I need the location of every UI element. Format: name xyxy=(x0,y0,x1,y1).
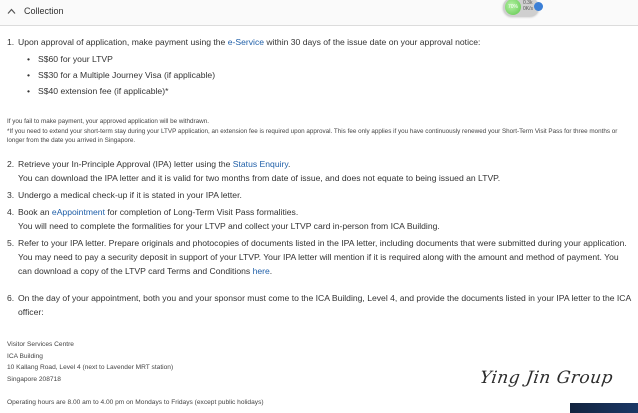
status-enquiry-link[interactable]: Status Enquiry xyxy=(232,159,289,169)
step-4: 4. Book an eAppointment for completion of Long-Term Visit Pass formalities. You will need to complete the formalities for your LTVP and collect your LTVP card in-person from ICA Building. xyxy=(7,207,440,231)
step-6: 6. On the day of your appointment, both you and your sponsor must come to the ICA Building, Level 4, and provide the documents listed in your IPA letter to the ICA officer: xyxy=(7,293,631,317)
extension-fee-note: *If you need to extend your short-term stay during your LTVP application, an extension fee is required upon approval. This fee only applies if you have continuously renewed your Short-Term Visit Pass for three months or longer from the date you arrived in Singapore. xyxy=(7,128,618,144)
network-speed-widget[interactable] xyxy=(503,0,539,16)
widget-dot-icon xyxy=(534,2,543,11)
terms-conditions-link[interactable]: here xyxy=(252,265,270,276)
step-5: 5. Refer to your IPA letter. Prepare originals and photocopies of documents listed in the IPA letter, including documents that were submitted during your application. You may need to pay a security deposit in support of your LTVP. Your IPA letter will mention if it is required along with the amount and method of payment. You can download a copy of the LTVP card Terms and Conditions here. xyxy=(7,238,627,276)
address-line-1: Visitor Services Centre xyxy=(7,341,74,348)
address-line-4: Singapore 208718 xyxy=(7,375,61,383)
eappointment-link[interactable]: eAppointment xyxy=(51,207,105,217)
section-title: Collection xyxy=(24,6,64,16)
corner-banner xyxy=(570,403,638,413)
address-line-2: ICA Building xyxy=(7,352,43,360)
e-service-link[interactable]: e-Service xyxy=(227,37,265,47)
step-1: 1. Upon approval of application, make payment using the e-Service within 30 days of the issue date on your approval notice: xyxy=(7,37,481,47)
fee-bullet-ltvp: • S$60 for your LTVP xyxy=(27,54,113,64)
speed-readout: 0.3k 0K/s xyxy=(523,0,534,12)
operating-hours: Operating hours are 8.00 am to 4.00 pm on Mondays to Fridays (except public holidays) xyxy=(7,399,264,406)
step-2: 2. Retrieve your In-Principle Approval (IPA) letter using the Status Enquiry. You can download the IPA letter and it is valid for two months from date of issue, and does not equate to being issued an LTVP. xyxy=(7,159,501,183)
watermark-logo: Ying Jin Group xyxy=(478,368,615,388)
address-block xyxy=(7,339,173,385)
payment-note: If you fail to make payment, your approved application will be withdrawn. xyxy=(7,118,209,125)
usage-badge: 70% xyxy=(505,0,521,15)
fee-bullet-visa: • S$30 for a Multiple Journey Visa (if applicable) xyxy=(27,70,215,80)
fee-bullet-extension: • S$40 extension fee (if applicable)* xyxy=(27,86,168,96)
chevron-up-icon[interactable] xyxy=(6,6,17,17)
address-line-3: 10 Kallang Road, Level 4 (next to Lavender MRT station) xyxy=(7,364,174,371)
step-3: 3. Undergo a medical check-up if it is stated in your IPA letter. xyxy=(7,190,242,200)
